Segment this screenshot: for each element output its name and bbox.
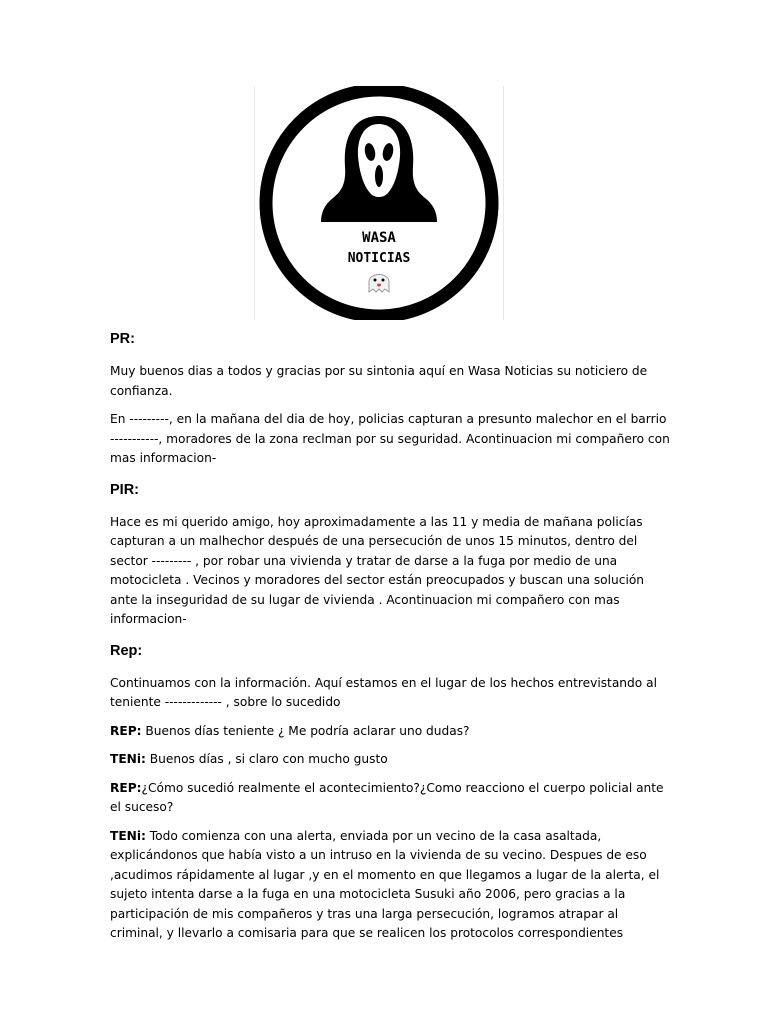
- dialogue-text: Buenos días , si claro con mucho gusto: [145, 752, 388, 766]
- section-heading-rep: Rep:: [110, 642, 143, 659]
- teni-answer-1: [110, 750, 670, 770]
- rep-question-2: [110, 779, 670, 818]
- pr-paragraph-1: Muy buenos dias a todos y gracias por su sintonia aquí en Wasa Noticias su noticiero de confianza.: [110, 364, 648, 398]
- speaker-label: TENi:: [110, 828, 146, 843]
- teni-answer-2: [110, 827, 670, 944]
- section-heading-pir: PIR:: [110, 481, 139, 498]
- logo-text-line1: WASA: [362, 230, 396, 246]
- speaker-label: REP:: [110, 780, 142, 795]
- wasa-noticias-logo: [254, 86, 504, 320]
- pir-paragraph-1: Hace es mi querido amigo, hoy aproximadamente a las 11 y media de mañana policías capturan a un malhechor después de una persecución de unos 15 minutos, dentro del sector --------- , por robar una vivienda y tratar de darse a la fuga por medio de una motocicleta . Vecinos y moradores del sector están preocupados y buscan una solución ante la inseguridad de su lugar de vivienda . Acontinuacion mi compañero con mas informacion-: [110, 514, 645, 626]
- logo-text-line2: NOTICIAS: [347, 251, 411, 266]
- small-ghost-icon: [369, 275, 389, 293]
- speaker-label: TENi:: [110, 752, 146, 766]
- rep-question-1: [110, 722, 670, 742]
- logo-graphic: [255, 86, 503, 320]
- section-heading-pr: PR:: [110, 331, 135, 347]
- pr-paragraph-2: En ---------, en la mañana del dia de hoy, policias capturan a presunto malechor en el barrio -----------, moradores de la zona reclman por su seguridad. Acontinuacion mi compañero con mas informacion-: [110, 412, 670, 465]
- dialogue-text: ¿Cómo sucedió realmente el acontecimiento?¿Como reacciono el cuerpo policial ante el suceso?: [110, 780, 664, 814]
- speaker-label: REP:: [110, 723, 142, 738]
- dialogue-text: Buenos días teniente ¿ Me podría aclarar uno dudas?: [141, 723, 470, 738]
- script-document: [110, 330, 670, 953]
- rep-intro-paragraph: Continuamos con la información. Aquí estamos en el lugar de los hechos entrevistando al teniente ------------- , sobre lo sucedido: [110, 675, 657, 709]
- dialogue-text: Todo comienza con una alerta, enviada por un vecino de la casa asaltada, explicándonos que había visto a un intruso en la vivienda de su vecino. Despues de eso ,acudimos rápidamente al lugar ,y en el momento en que llegamos a lugar de la alerta, el sujeto intenta darse a la fuga en una motocicleta Susuki año 2006, pero gracias a la participación de mis compañeros y tras una larga persecución, logramos atrapar al criminal, y llevarlo a comisaria para que se realicen los protocolos correspondientes: [110, 828, 660, 940]
